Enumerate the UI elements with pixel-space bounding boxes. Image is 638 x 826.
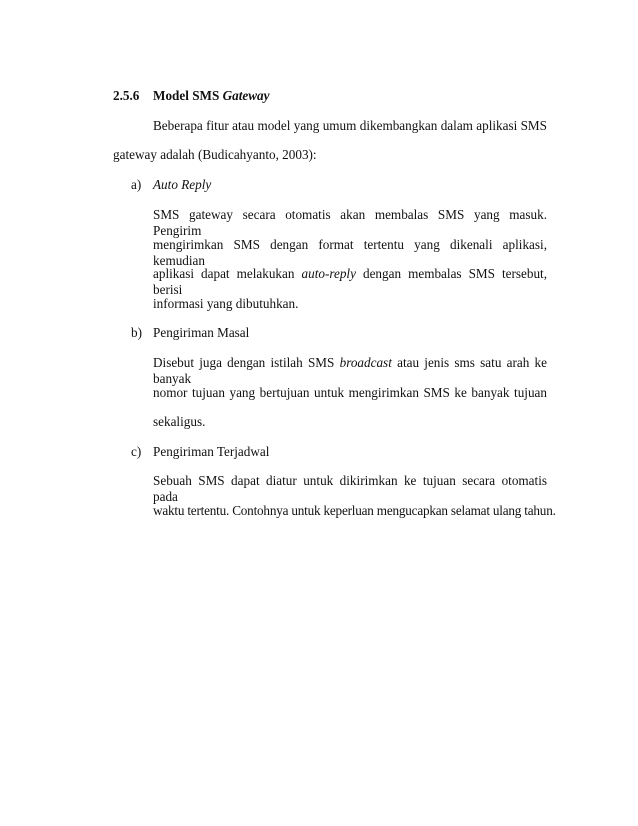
item-b-line-2: nomor tujuan yang bertujuan untuk mengirimkan SMS ke banyak tujuan	[153, 385, 547, 400]
item-b-line-1-part-1: Disebut juga dengan istilah SMS	[153, 355, 335, 370]
item-a-line-3	[153, 266, 547, 298]
item-c-line-2: waktu tertentu. Contohnya untuk keperluan mengucapkan selamat ulang tahun.	[153, 503, 556, 518]
item-a-line-3-part-1: aplikasi dapat melakukan	[153, 266, 295, 281]
item-c-line-1: Sebuah SMS dapat diatur untuk dikirimkan ke tujuan secara otomatis pada	[153, 473, 547, 504]
auto-reply-term: auto-reply	[301, 266, 356, 281]
item-b-title: Pengiriman Masal	[153, 325, 250, 340]
section-heading	[113, 88, 270, 104]
item-c-title: Pengiriman Terjadwal	[153, 444, 270, 459]
item-b-line-1	[153, 355, 547, 387]
section-number: 2.5.6	[113, 88, 140, 103]
section-title: Model SMS	[153, 88, 220, 103]
broadcast-term: broadcast	[339, 355, 392, 370]
item-a-line-3-part-2: dengan membalas SMS tersebut, berisi	[153, 266, 548, 297]
item-a-line-2: mengirimkan SMS dengan format tertentu yang dikenali aplikasi, kemudian	[153, 237, 547, 268]
item-a-title-text: Auto Reply	[153, 177, 212, 192]
item-b-marker: b)	[131, 325, 142, 340]
item-a-line-4: informasi yang dibutuhkan.	[153, 296, 299, 311]
item-b-line-1-part-2: atau jenis sms satu arah ke banyak	[153, 355, 548, 386]
intro-line-2: gateway adalah (Budicahyanto, 2003):	[113, 147, 317, 162]
item-a-marker: a)	[131, 177, 142, 192]
item-a-title	[153, 177, 211, 193]
section-title-italic: Gateway	[222, 88, 270, 103]
item-c-marker: c)	[131, 444, 142, 459]
item-a-line-1: SMS gateway secara otomatis akan membalas SMS yang masuk. Pengirim	[153, 207, 547, 238]
intro-line-1: Beberapa fitur atau model yang umum dikembangkan dalam aplikasi SMS	[153, 118, 547, 133]
item-b-line-3: sekaligus.	[153, 414, 206, 429]
